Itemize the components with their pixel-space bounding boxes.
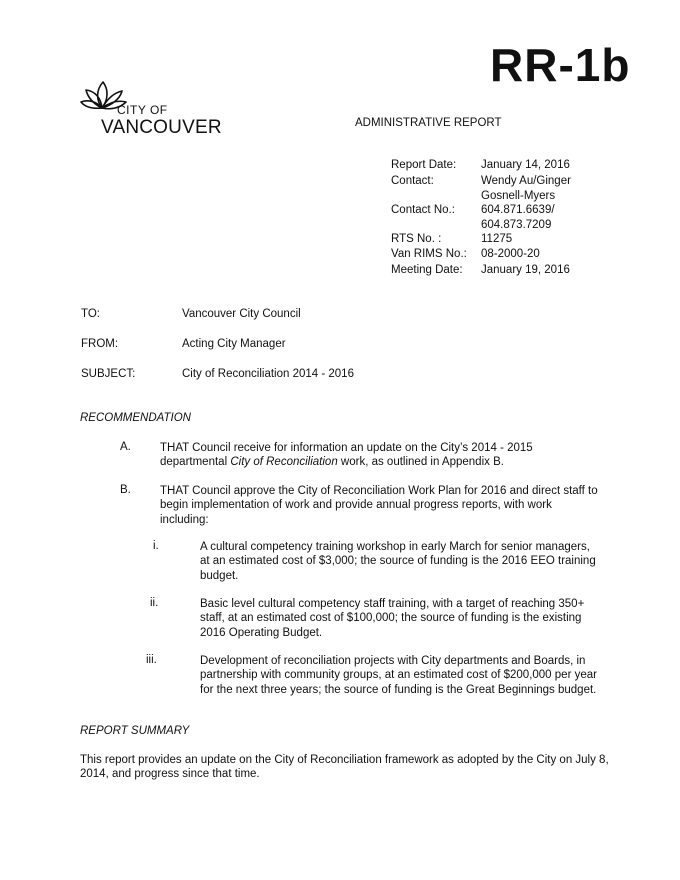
recommendation-heading: RECOMMENDATION [80, 412, 191, 424]
item-b-marker: B. [120, 484, 131, 496]
sub-item-i-marker: i. [153, 540, 159, 552]
sub-item-ii-marker: ii. [150, 597, 159, 609]
meta-label: Meeting Date: [391, 264, 463, 276]
logo-city-of: CITY OF [117, 103, 168, 117]
meta-value: January 19, 2016 [481, 264, 570, 276]
item-a-text-end: work, as outlined in Appendix B. [337, 456, 504, 469]
report-type: ADMINISTRATIVE REPORT [355, 117, 502, 129]
subject-label: SUBJECT: [81, 368, 136, 380]
item-a-text [160, 441, 580, 470]
meta-label: Contact No.: [391, 204, 455, 216]
item-a-text-start: THAT Council receive for information an update on the City’s 2014 - 2015 departmental [160, 442, 533, 469]
meta-value: Wendy Au/Ginger Gosnell-Myers [481, 175, 571, 202]
report-summary-heading: REPORT SUMMARY [80, 725, 190, 737]
sub-item-i-text: A cultural competency training workshop in early March for senior managers, at an estimated cost of $3,000; the source of funding is the 2016 EEO training budget. [200, 541, 596, 582]
item-a-marker: A. [120, 441, 131, 453]
to-label: TO: [81, 308, 100, 320]
meta-value: 604.871.6639/ 604.873.7209 [481, 204, 555, 231]
item-a-text-emphasis: City of Reconciliation [230, 456, 338, 469]
from-label: FROM: [81, 338, 119, 350]
meta-value: January 14, 2016 [481, 159, 570, 171]
to-value: Vancouver City Council [182, 308, 301, 320]
logo-vancouver: VANCOUVER [101, 117, 222, 138]
meta-value: 11275 [481, 233, 513, 245]
meta-label: Van RIMS No.: [391, 248, 467, 260]
meta-label: RTS No. : [391, 233, 442, 245]
sub-item-iii-marker: iii. [146, 654, 157, 666]
meta-label: Contact: [391, 175, 434, 187]
sub-item-iii-text: Development of reconciliation projects with City departments and Boards, in partnership with community groups, at an estimated cost of $200,000 per year for the next three years; the source of funding is the Great Beginnings budget. [200, 655, 597, 696]
sub-item-ii-text: Basic level cultural competency staff training, with a target of reaching 350+ staff, at an estimated cost of $100,000; the source of funding is the existing 2016 Operating Budget. [200, 598, 585, 639]
meta-label: Report Date: [391, 159, 457, 171]
item-b-text: THAT Council approve the City of Reconciliation Work Plan for 2016 and direct staff to begin implementation of work and provide annual progress reports, with work including: [160, 485, 598, 526]
document-code: RR-1b [490, 39, 631, 91]
city-logo [80, 78, 240, 140]
report-summary-text: This report provides an update on the City of Reconciliation framework as adopted by the City on July 8, 2014, and progress since that time. [80, 754, 609, 781]
meta-value: 08-2000-20 [481, 248, 540, 260]
from-value: Acting City Manager [182, 338, 286, 350]
subject-value: City of Reconciliation 2014 - 2016 [182, 368, 354, 380]
